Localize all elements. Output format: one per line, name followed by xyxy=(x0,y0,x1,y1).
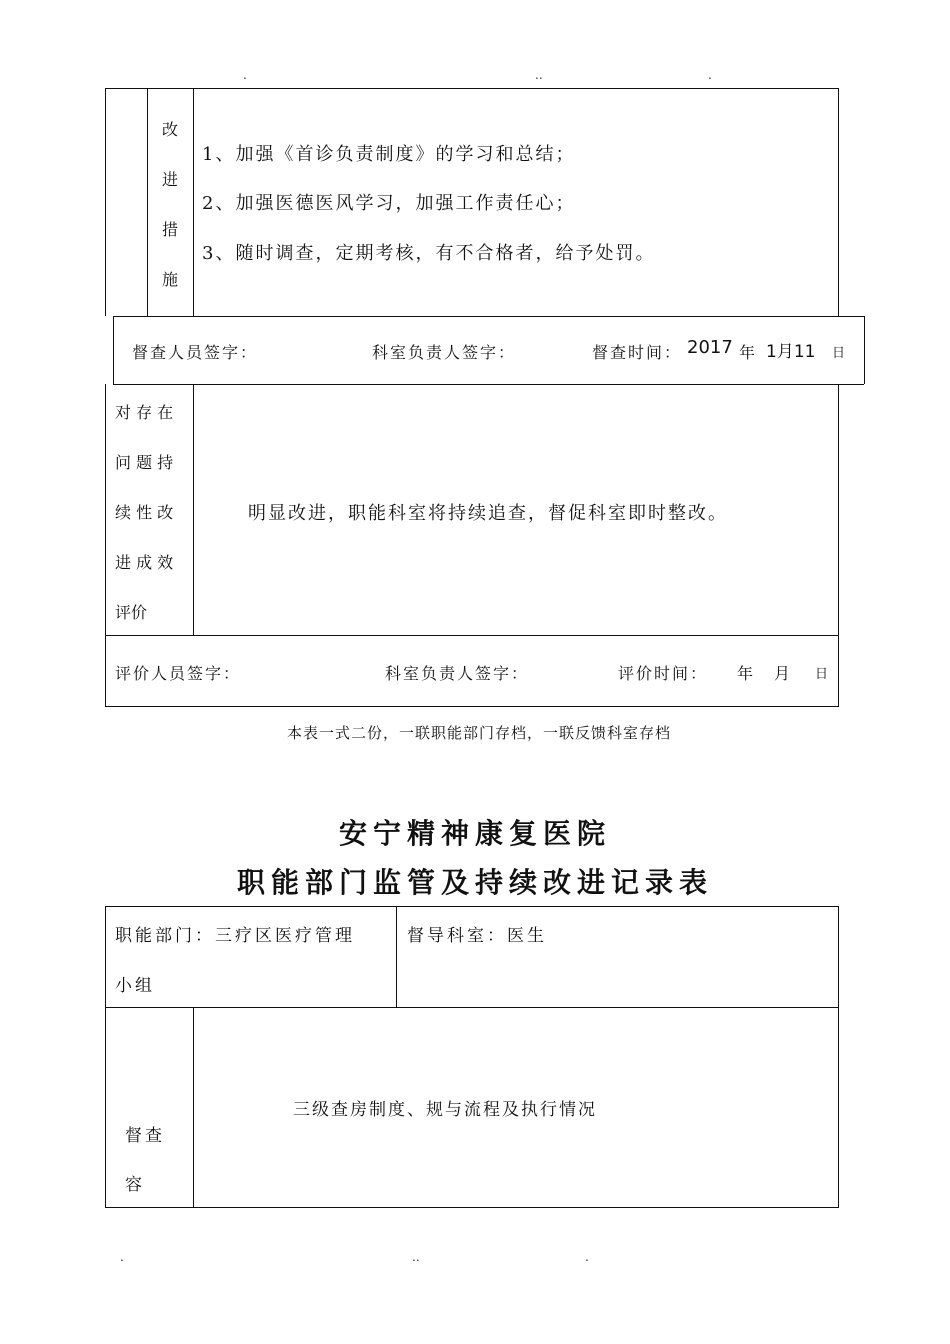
evaluation-day-unit: 日 xyxy=(815,667,829,682)
measure-item: 3、随时调查，定期考核，有不合格者，给予处罚。 xyxy=(202,243,656,264)
form-title: 职能部门监管及持续改进记录表 xyxy=(236,866,713,899)
functional-dept-field-cont: 小组 xyxy=(115,976,155,996)
table-border xyxy=(105,906,106,1207)
inspection-time-label: 督查时间： xyxy=(592,343,683,362)
evaluator-signature-label: 评价人员签字： xyxy=(115,664,242,683)
table-border xyxy=(864,316,865,384)
measures-label-char: 改 xyxy=(162,120,179,139)
page-mark-dot: . xyxy=(585,1250,589,1264)
table-border xyxy=(113,316,114,384)
table-border xyxy=(113,316,864,317)
evaluation-label-line: 续 性 改 xyxy=(115,503,174,522)
page-mark-dot: .. xyxy=(535,68,543,82)
inspection-year: 2017 xyxy=(687,337,733,358)
evaluation-label-line: 问 题 持 xyxy=(115,453,174,472)
table-border xyxy=(105,1207,839,1208)
dept-head-signature-label: 科室负责人签字： xyxy=(385,664,530,683)
evaluation-content: 明显改进，职能科室将持续追查，督促科室即时整改。 xyxy=(248,503,728,524)
dept-head-signature-label: 科室负责人签字： xyxy=(372,343,517,362)
measure-item: 1、加强《首诊负责制度》的学习和总结； xyxy=(202,144,576,165)
inspection-month-day: 1月11 xyxy=(766,342,816,362)
table-border xyxy=(838,88,839,316)
table-border xyxy=(193,384,194,635)
measures-label-char: 措 xyxy=(162,220,179,239)
inspection-content-label-cont: 容 xyxy=(125,1175,142,1195)
table-border xyxy=(105,706,839,707)
measures-label-char: 进 xyxy=(162,170,179,189)
table-border xyxy=(105,906,839,907)
page-mark-dot: . xyxy=(243,68,247,82)
table-border xyxy=(193,88,194,316)
evaluation-month-unit: 月 xyxy=(774,664,793,683)
measures-label-char: 施 xyxy=(162,270,179,289)
inspector-signature-label: 督查人员签字： xyxy=(132,343,259,362)
table-border xyxy=(838,384,839,706)
hospital-name: 安宁精神康复医院 xyxy=(338,817,611,850)
evaluation-year-unit: 年 xyxy=(737,664,756,683)
table-border xyxy=(113,384,864,385)
inspection-content: 三级查房制度、规与流程及执行情况 xyxy=(293,1100,597,1120)
functional-dept-field: 职能部门：三疗区医疗管理 xyxy=(115,926,355,946)
supervised-dept-field: 督导科室：医生 xyxy=(407,926,547,946)
table-border xyxy=(838,906,839,1207)
evaluation-time-label: 评价时间： xyxy=(618,664,709,683)
table-border xyxy=(105,1007,839,1008)
evaluation-label-line: 进 成 效 xyxy=(115,553,174,572)
page-mark-dot: . xyxy=(708,68,712,82)
measure-item: 2、加强医德医风学习，加强工作责任心； xyxy=(202,193,576,214)
page-mark-dot: .. xyxy=(412,1250,420,1264)
inspection-content-label: 督查 xyxy=(125,1126,165,1146)
inspection-day-unit: 日 xyxy=(832,346,846,361)
evaluation-label-line: 对 存 在 xyxy=(115,403,174,422)
table-border xyxy=(396,906,397,1007)
inspection-year-unit: 年 xyxy=(739,343,758,362)
table-border xyxy=(105,384,106,706)
archive-note: 本表一式二份，一联职能部门存档，一联反馈科室存档 xyxy=(287,724,672,742)
table-border xyxy=(147,88,148,316)
table-border xyxy=(105,635,839,636)
table-border xyxy=(105,88,106,316)
table-border xyxy=(105,88,839,89)
evaluation-label-line: 评价 xyxy=(115,603,148,622)
table-border xyxy=(193,1007,194,1207)
page-mark-dot: . xyxy=(120,1250,124,1264)
